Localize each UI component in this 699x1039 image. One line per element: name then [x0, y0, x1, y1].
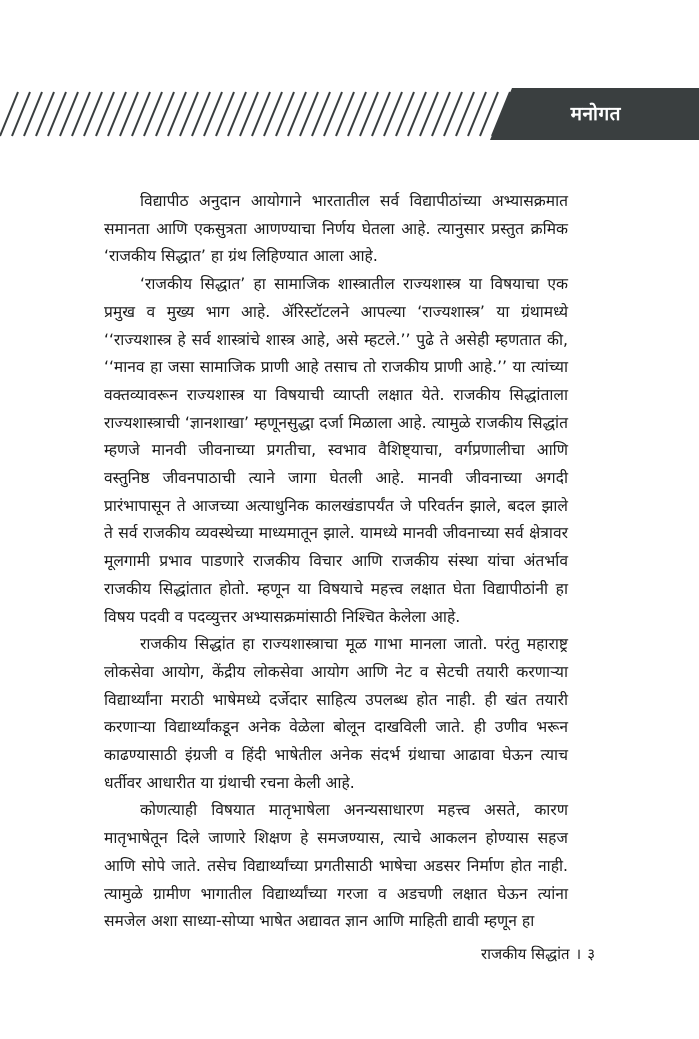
paragraph: कोणत्याही विषयात मातृभाषेला अनन्यसाधारण महत्त्व असते, कारण मातृभाषेतून दिले जाणारे शिक्षण हे समजण्यास, त्याचे आकलन होण्यास सहज आणि सोपे जाते. तसेच विद्यार्थ्यांच्या प्रगतीसाठी भाषेचा अडसर निर्माण होत नाही. त्यामुळे ग्रामीण भागातील विद्यार्थ्यांच्या गरजा व अडचणी लक्षात घेऊन त्यांना समजेल अशा साध्या-सोप्या भाषेत अद्यावत ज्ञान आणि माहिती द्यावी म्हणून हा — [104, 801, 568, 931]
footer-book-title: राजकीय सिद्धांत — [481, 945, 570, 963]
section-title: मनोगत — [570, 103, 621, 125]
paragraph: ‘राजकीय सिद्धात’ हा सामाजिक शास्त्रातील राज्यशास्त्र या विषयाचा एक प्रमुख व मुख्य भाग आहे. ॲरिस्टॉटलने आपल्या ‘राज्यशास्त्र’ या ग्रंथामध्ये ‘‘राज्यशास्त्र हे सर्व शास्त्रांचे शास्त्र आहे, असे म्हटले.’’ पुढे ते असेही म्हणतात की, ‘‘मानव हा जसा सामाजिक प्राणी आहे तसाच तो राजकीय प्राणी आहे.’’ या त्यांच्या वक्तव्यावरून राज्यशास्त्र या विषयाची व्याप्ती लक्षात येते. राजकीय सिद्धांताला राज्यशास्त्राची ‘ज्ञानशाखा’ म्हणूनसुद्धा दर्जा मिळाला आहे. त्यामुळे राजकीय सिद्धांत म्हणजे मानवी जीवनाच्या प्रगतीचा, स्वभाव वैशिष्ट्याचा, वर्गप्रणालीचा आणि वस्तुनिष्ठ जीवनपाठाची त्याने जागा घेतली आहे. मानवी जीवनाच्या अगदी प्रारंभापासून ते आजच्या अत्याधुनिक कालखंडापर्यंत जे परिवर्तन झाले, बदल झाले ते सर्व राजकीय व्यवस्थेच्या माध्यमातून झाले. यामध्ये मानवी जीवनाच्या सर्व क्षेत्रावर मूलगामी प्रभाव पाडणारे राजकीय विचार आणि राजकीय संस्था यांचा अंतर्भाव राजकीय सिद्धांतात होतो. म्हणून या विषयाचे महत्त्व लक्षात घेता विद्यापीठांनी हा विषय पदवी व पदव्युत्तर अभ्यासक्रमांसाठी निश्चित केलेला आहे. — [104, 275, 568, 626]
footer-separator: । — [575, 945, 582, 963]
body-text — [104, 188, 568, 936]
paragraph: राजकीय सिद्धांत हा राज्यशास्त्राचा मूळ गाभा मानला जातो. परंतु महाराष्ट्र लोकसेवा आयोग, केंद्रीय लोकसेवा आयोग आणि नेट व सेटची तयारी करणाऱ्या विद्यार्थ्यांना मराठी भाषेमध्ये दर्जेदार साहित्य उपलब्ध होत नाही. ही खंत तयारी करणाऱ्या विद्यार्थ्यांकडून अनेक वेळेला बोलून दाखविली जाते. ही उणीव भरून काढण्यासाठी इंग्रजी व हिंदी भाषेतील अनेक संदर्भ ग्रंथाचा आढावा घेऊन त्याच धर्तीवर आधारीत या ग्रंथाची रचना केली आहे. — [104, 635, 568, 792]
paragraph: विद्यापीठ अनुदान आयोगाने भारतातील सर्व विद्यापीठांच्या अभ्यासक्रमात समानता आणि एकसुत्रता आणण्याचा निर्णय घेतला आहे. त्यानुसार प्रस्तुत क्रमिक ‘राजकीय सिद्धात’ हा ग्रंथ लिहिण्यात आला आहे. — [104, 192, 568, 266]
page-number: ३ — [587, 945, 595, 963]
page-footer — [481, 944, 595, 964]
